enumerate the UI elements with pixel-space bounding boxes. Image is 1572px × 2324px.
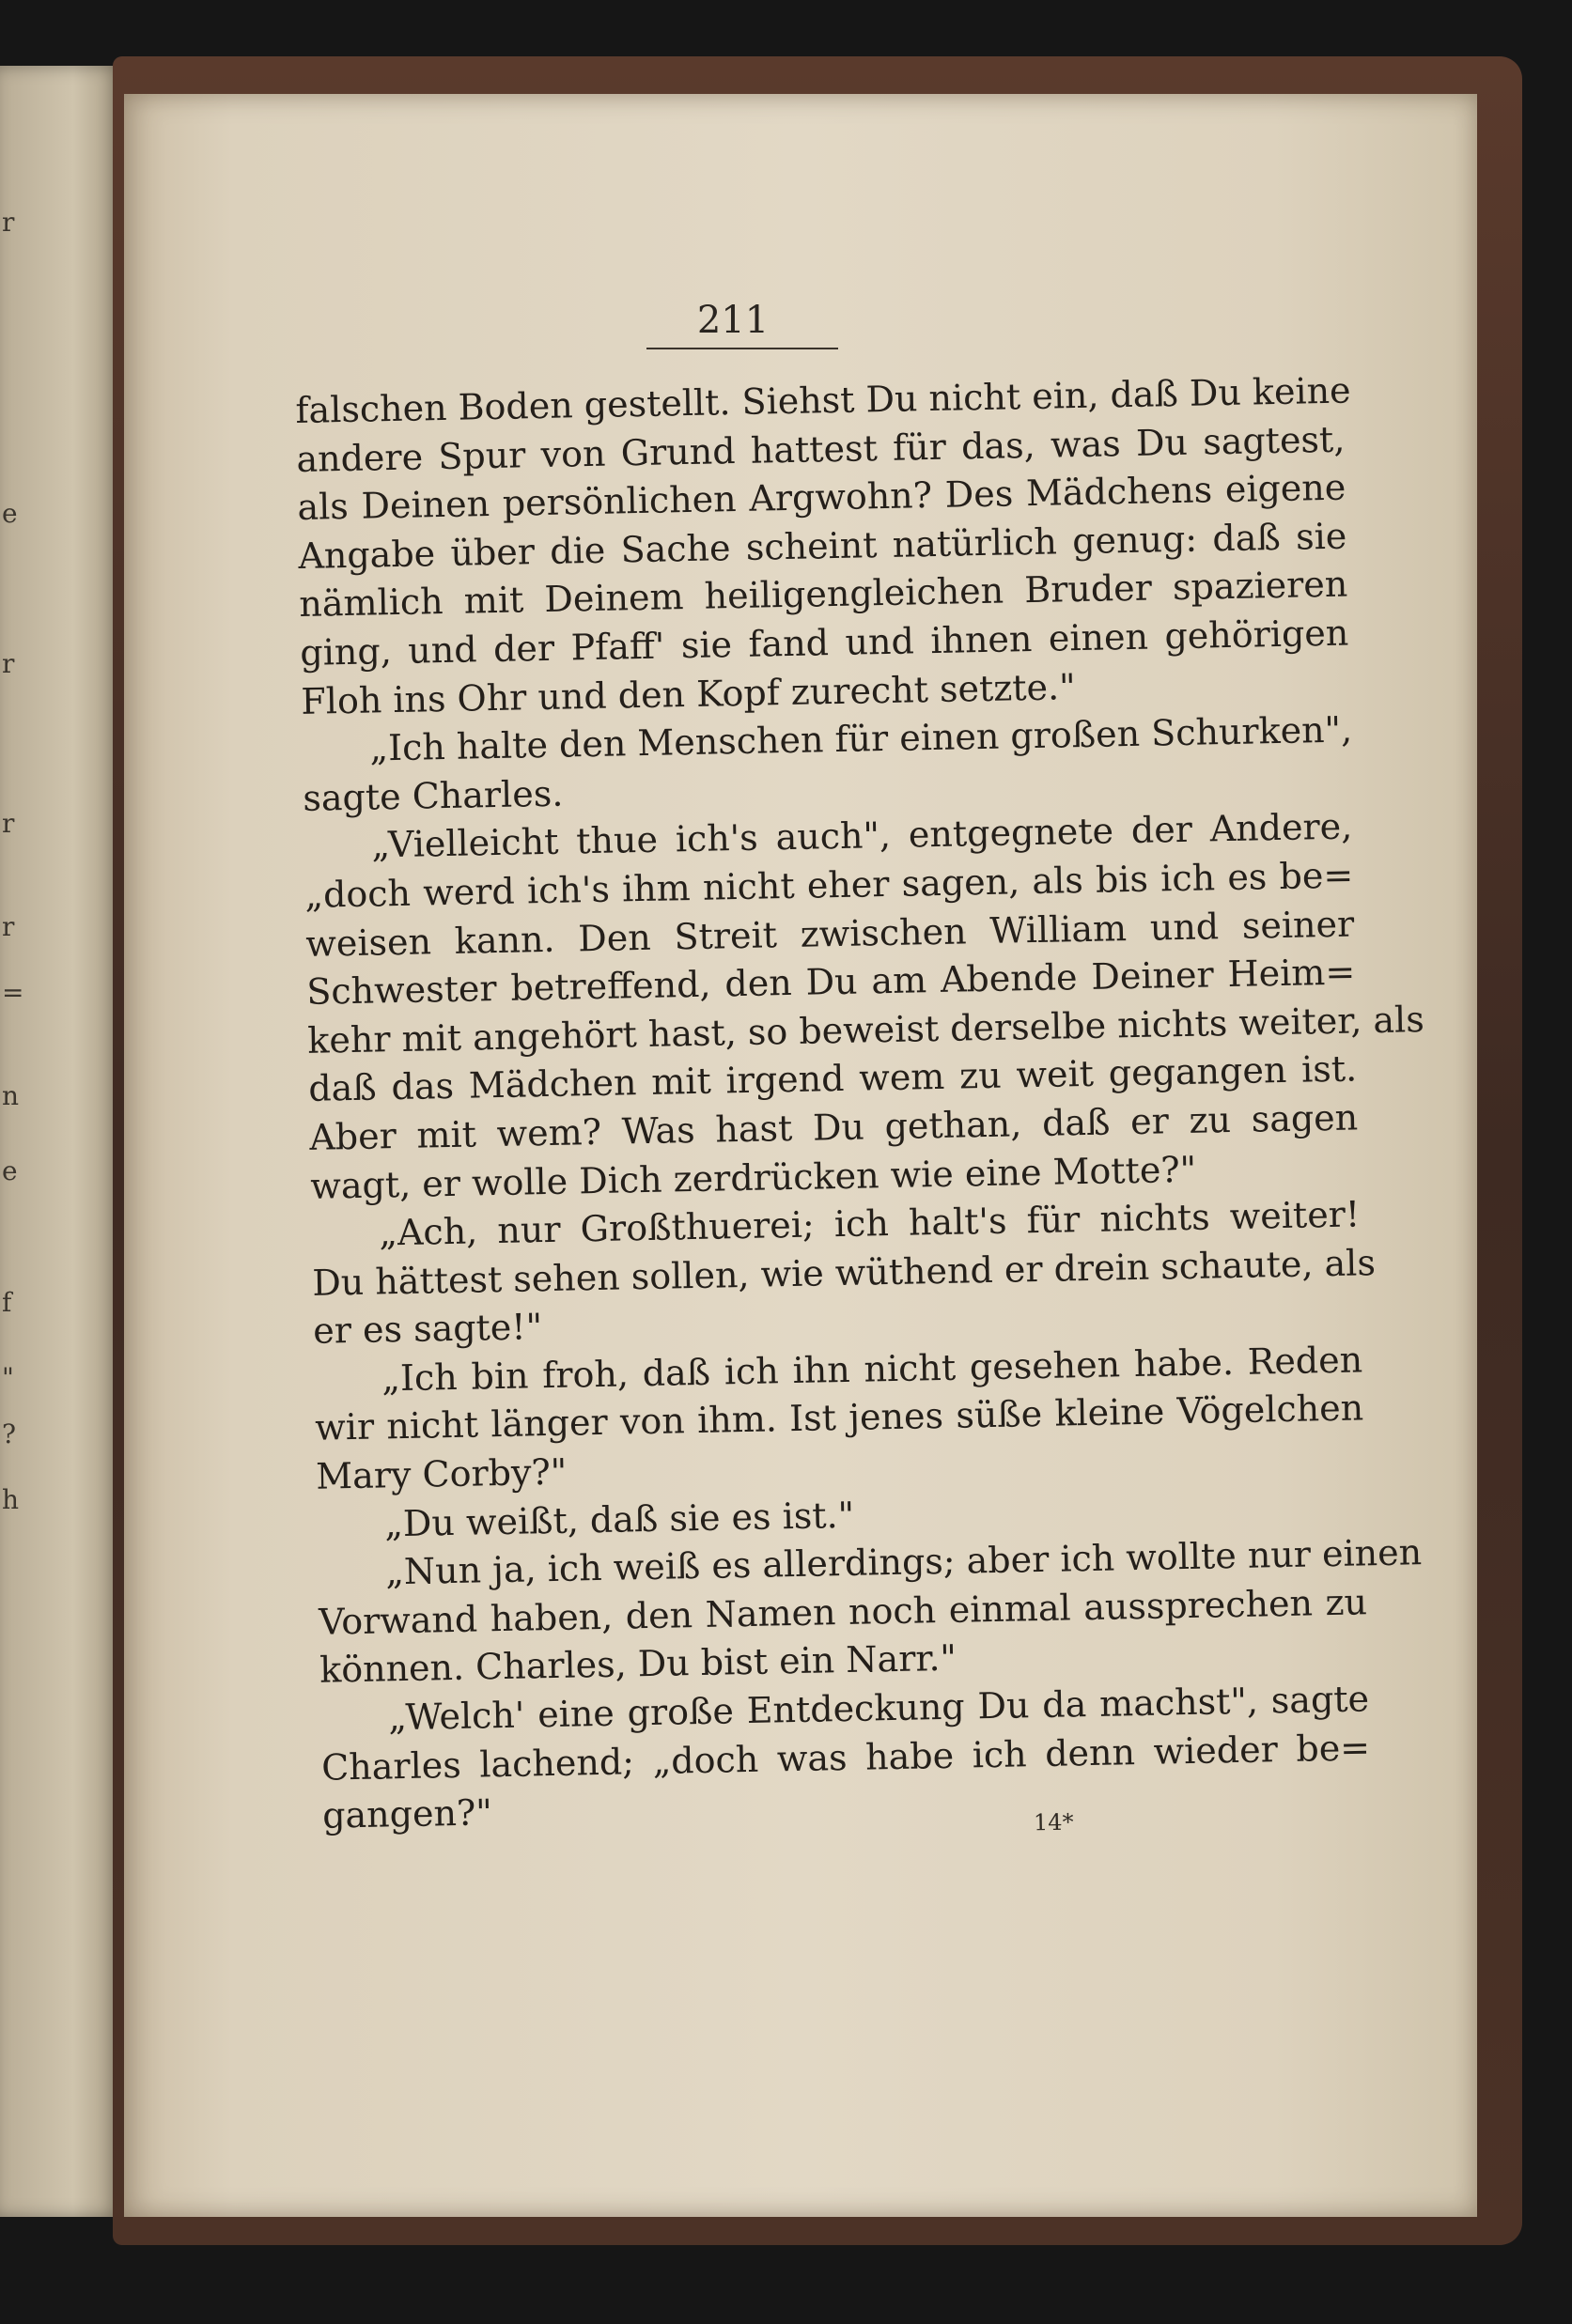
text-fragment: =: [2, 977, 24, 1008]
text-line: Floh ins Ohr und den Kopf zurecht setzte.": [301, 665, 1077, 722]
text-line: andere Spur von Grund hattest für das, was Du sagtest,: [296, 418, 1346, 480]
text-line: „Ich bin froh, daß ich ihn nicht gesehen habe. Reden: [381, 1339, 1363, 1400]
text-line: „doch werd ich's ihm nicht eher sagen, als bis ich es be=: [304, 854, 1354, 916]
text-fragment: ?: [2, 1418, 17, 1449]
text-line: können. Charles, Du bist ein Narr.": [319, 1637, 957, 1692]
signature-mark: 14*: [1033, 1808, 1074, 1836]
text-fragment: h: [2, 1484, 20, 1515]
text-fragment: r: [2, 808, 15, 839]
previous-page-text-fragments: [0, 66, 24, 2217]
text-fragment: r: [2, 911, 15, 942]
text-line: Schwester betreffend, den Du am Abende Deiner Heim=: [305, 951, 1356, 1014]
text-line: weisen kann. Den Streit zwischen William und seiner: [304, 903, 1355, 965]
text-fragment: n: [2, 1080, 20, 1111]
text-line: „Du weißt, daß sie es ist.": [383, 1494, 855, 1545]
text-line: „Welch' eine große Entdeckung Du da machst", sagte: [387, 1678, 1370, 1739]
text-line: nämlich mit Deinem heiligengleichen Bruder spazieren: [299, 563, 1348, 626]
page-number: 211: [696, 299, 770, 342]
text-line: kehr mit angehört hast, so beweist derselbe nichts weiter, als: [306, 998, 1425, 1061]
text-line: ging, und der Pfaff' sie fand und ihnen einen gehörigen: [300, 612, 1349, 674]
text-fragment: ": [2, 1362, 14, 1393]
text-line: gangen?": [321, 1791, 493, 1836]
text-fragment: e: [2, 498, 18, 529]
text-line: Aber mit wem? Was hast Du gethan, daß er zu sagen: [308, 1096, 1359, 1158]
text-line: wir nicht länger von ihm. Ist jenes süße kleine Vögelchen: [314, 1387, 1364, 1449]
text-line: Mary Corby?": [315, 1450, 568, 1497]
book-page: [124, 94, 1477, 2217]
text-line: Charles lachend; „doch was habe ich denn wieder be=: [320, 1726, 1371, 1789]
text-line: „Ach, nur Großthuerei; ich halt's für nichts weiter!: [378, 1193, 1361, 1254]
text-line: sagte Charles.: [302, 772, 564, 819]
text-fragment: f: [2, 1287, 12, 1318]
text-line: Vorwand haben, den Namen noch einmal aussprechen zu: [318, 1581, 1368, 1643]
header-rule: [646, 348, 838, 349]
text-line: daß das Mädchen mit irgend wem zu weit gegangen ist.: [307, 1047, 1358, 1110]
text-fragment: e: [2, 1155, 18, 1186]
text-line: „Ich halte den Menschen für einen großen Schurken",: [368, 708, 1353, 769]
text-fragment: r: [2, 207, 15, 238]
text-line: falschen Boden gestellt. Siehst Du nicht ein, daß Du keine: [295, 369, 1351, 431]
text-line: Angabe über die Sache scheint natürlich genug: daß sie: [298, 515, 1347, 577]
text-line: wagt, er wolle Dich zerdrücken wie eine Motte?": [309, 1148, 1197, 1207]
text-line: „Nun ja, ich weiß es allerdings; aber ich wollte nur einen: [384, 1531, 1423, 1593]
text-line: als Deinen persönlichen Argwohn? Des Mädchens eigene: [297, 466, 1346, 529]
previous-page-edge: [0, 66, 122, 2217]
text-fragment: r: [2, 648, 15, 679]
text-line: „Vielleicht thue ich's auch", entgegnete der Andere,: [370, 805, 1353, 866]
text-line: er es sagte!": [312, 1306, 543, 1353]
text-line: Du hättest sehen sollen, wie wüthend er drein schaute, als: [311, 1241, 1377, 1304]
page-text: [295, 367, 1425, 1841]
